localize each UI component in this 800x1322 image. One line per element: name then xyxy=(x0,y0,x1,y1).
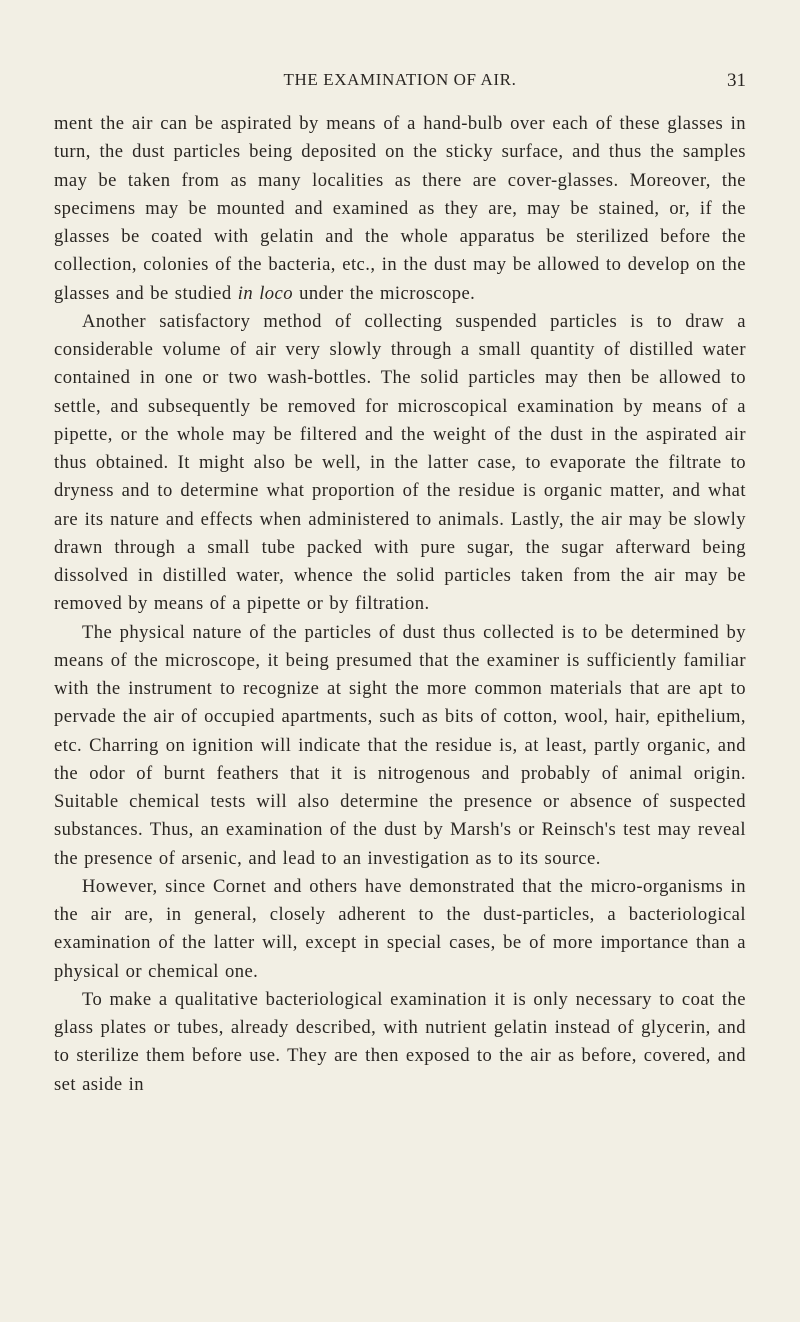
paragraph-continued xyxy=(54,110,746,308)
running-title: THE EXAMINATION OF AIR. xyxy=(283,70,517,89)
italic-phrase: in loco xyxy=(237,282,294,304)
paragraph-text: under the microscope. xyxy=(293,282,476,304)
body-text xyxy=(54,110,746,1099)
paragraph: The physical nature of the particles of dust thus collected is to be determined by means of the microscope, it being presumed that the examiner is sufficiently familiar with the instrument to recognize at sight the more common materials that are apt to pervade the air of occupied apartments, such as bits of cotton, wool, hair, epithelium, etc. Charring on ignition will indicate that the residue is, at least, partly organic, and the odor of burnt feathers that it is nitrogenous and probably of animal origin. Suitable chemical tests will also determine the presence or absence of suspected substances. Thus, an examination of the dust by Marsh's or Reinsch's test may reveal the presence of arsenic, and lead to an investigation as to its source. xyxy=(54,621,746,869)
paragraph: However, since Cornet and others have demonstrated that the micro-organisms in the air are, in general, closely adherent to the dust-particles, a bacteriological examination of the latter will, except in special cases, be of more importance than a physical or chemical one. xyxy=(54,875,746,982)
running-head xyxy=(54,70,746,100)
page-number: 31 xyxy=(727,70,746,91)
paragraph: To make a qualitative bacteriological examination it is only necessary to coat the glass plates or tubes, already described, with nutrient gelatin instead of glycerin, and to sterilize them before use. They are then exposed to the air as before, covered, and set aside in xyxy=(54,988,746,1095)
paragraph: Another satisfactory method of collecting suspended particles is to draw a considerable volume of air very slowly through a small quantity of distilled water contained in one or two wash-bottles. The solid particles may then be allowed to settle, and subsequently be removed for microscopical examination by means of a pipette, or the whole may be filtered and the weight of the dust in the aspirated air thus obtained. It might also be well, in the latter case, to evaporate the filtrate to dryness and to determine what proportion of the residue is organic matter, and what are its nature and effects when administered to animals. Lastly, the air may be slowly drawn through a small tube packed with pure sugar, the sugar afterward being dissolved in distilled water, whence the solid particles taken from the air may be removed by means of a pipette or by filtration. xyxy=(54,310,746,615)
paragraph-text: ment the air can be aspirated by means of a hand-bulb over each of these glasses in turn, the dust particles being deposited on the sticky surface, and thus the samples may be taken from as many localities as there are cover-glasses. Moreover, the specimens may be mounted and examined as they are, may be stained, or, if the glasses be coated with gelatin and the whole apparatus be sterilized before the collection, colonies of the bacteria, etc., in the dust may be allowed to develop on the glasses and be studied xyxy=(54,113,746,304)
